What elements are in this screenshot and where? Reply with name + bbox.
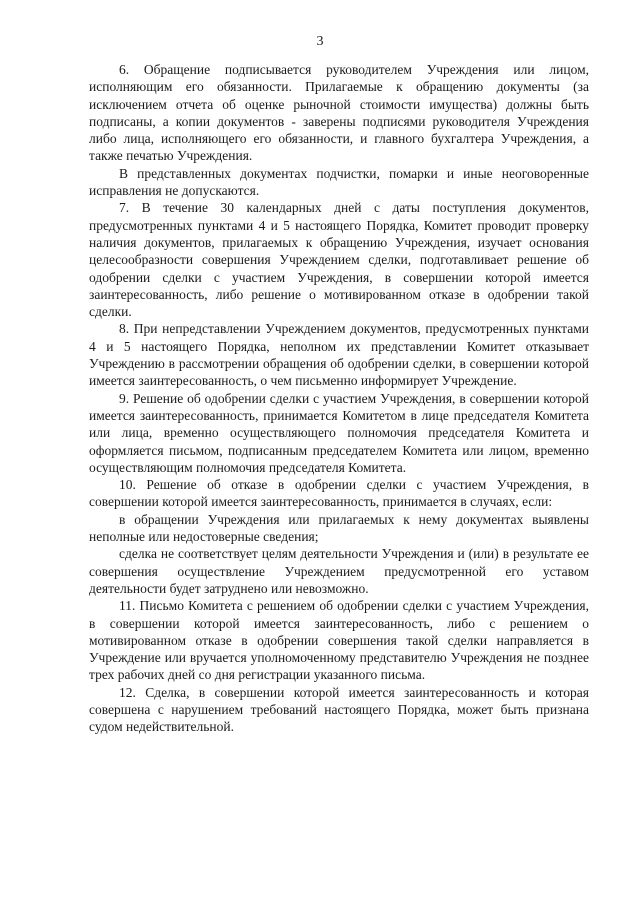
page-number: 3	[316, 34, 324, 49]
paragraph-10-case-1: в обращении Учреждения или прилагаемых к нему документах выявлены неполные или недостоверные сведения;	[89, 511, 589, 545]
paragraph-10: 10. Решение об отказе в одобрении сделки с участием Учреждения, в совершении которой имеется заинтересованность, принимается в случаях, если:	[89, 477, 589, 510]
paragraph-6-note: В представленных документах подчистки, помарки и иные неоговоренные исправления не допускаются.	[89, 165, 589, 199]
paragraph-8: 8. При непредставлении Учреждением документов, предусмотренных пунктами 4 и 5 настоящего Порядка, неполном их представлении Комитет отказывает Учреждению в рассмотрении обращения об одобрении сделки, в совершении которой имеется заинтересованность, о чем письменно информирует Учреждение.	[89, 321, 589, 389]
paragraph-11: 11. Письмо Комитета с решением об одобрении сделки с участием Учреждения, в совершении которой имеется заинтересованность, либо с решением о мотивированном отказе в одобрении совершения такой сделки направляется в Учреждение или вручается уполномоченному представителю Учреждения не позднее трех рабочих дней со дня регистрации указанного письма.	[89, 598, 589, 683]
paragraph-9: 9. Решение об одобрении сделки с участием Учреждения, в совершении которой имеется заинтересованность, принимается Комитетом в лице председателя Комитета или лица, временно осуществляющего полномочия председателя Комитета и оформляется письмом, подписанным председателем Комитета или лицом, временно осуществляющим полномочия председателя Комитета.	[89, 390, 589, 475]
paragraph-7: 7. В течение 30 календарных дней с даты поступления документов, предусмотренных пунктами 4 и 5 настоящего Порядка, Комитет проводит проверку наличия документов, прилагаемых к обращению Учреждения, изучает основания целесообразности совершения Учреждением сделки, подготавливает решение об одобрении сделки с участием Учреждения, в совершении которой имеется заинтересованность, либо решение о мотивированном отказе в одобрении такой сделки.	[89, 200, 589, 320]
paragraph-6: 6. Обращение подписывается руководителем Учреждения или лицом, исполняющим его обязанности. Прилагаемые к обращению документы (за исключением отчета об оценке рыночной стоимости имущества) должны быть подписаны, а копии документов - заверены подписями руководителя Учреждения либо лица, исполняющего его обязанности, и главного бухгалтера Учреждения, а также печатью Учреждения.	[89, 62, 589, 164]
document-body	[89, 61, 589, 736]
paragraph-12: 12. Сделка, в совершении которой имеется заинтересованность и которая совершена с нарушением требований настоящего Порядка, может быть признана судом недействительной.	[89, 684, 589, 735]
paragraph-10-case-2: сделка не соответствует целям деятельности Учреждения и (или) в результате ее совершения осуществление Учреждением предусмотренной его уставом деятельности будет затруднено или невозможно.	[89, 546, 589, 596]
